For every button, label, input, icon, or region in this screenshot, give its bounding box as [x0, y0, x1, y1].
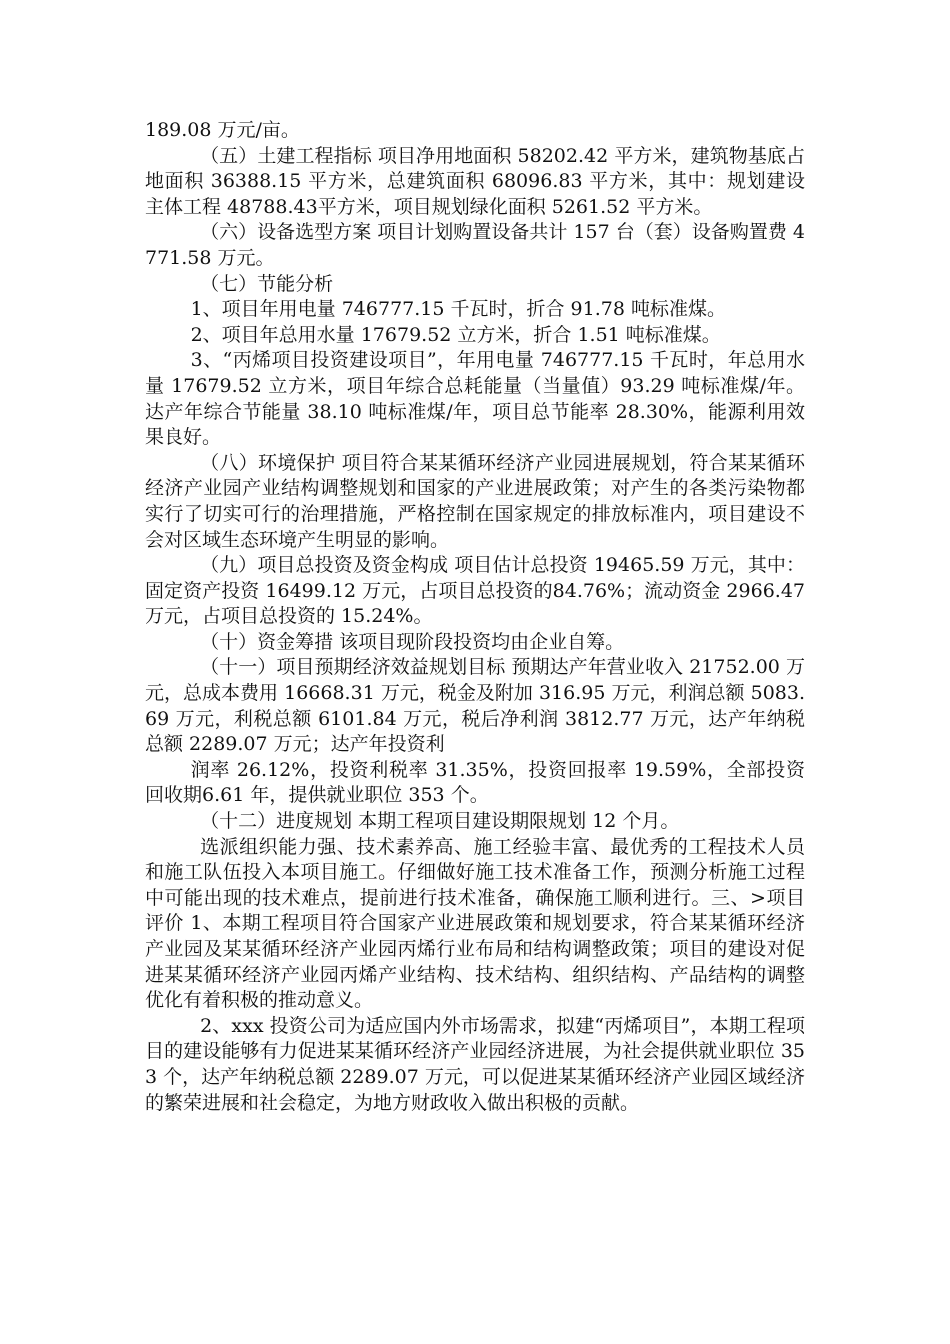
document-body	[145, 118, 805, 1116]
paragraph-energy-heading: （七）节能分析	[200, 272, 334, 295]
paragraph-water-use: 2、项目年总用水量 17679.52 立方米，折合 1.51 吨标准煤。	[190, 323, 721, 346]
paragraph-schedule: （十二）进度规划 本期工程项目建设期限规划 12 个月。	[200, 810, 680, 833]
paragraph-economic-targets: （十一）项目预期经济效益规划目标 预期达产年营业收入 21752.00 万元，总成本费用 16668.31 万元，税金及附加 316.95 万元，利润总额 5083.69 万元，利税总额 6101.84 万元，税后净利润 3812.77 万元，达产年纳税总额 2289.07 万元；达产年投资利	[145, 656, 805, 756]
paragraph-social-benefits: 2、xxx 投资公司为适应国内外市场需求，拟建“丙烯项目”，本期工程项目的建设能够有力促进某某循环经济产业园经济进展，为社会提供就业职位 353 个，达产年纳税总额 2289.07 万元，可以促进某某循环经济产业园区域经济的繁荣进展和社会稳定，为地方财政收入做出积极的贡献。	[145, 1014, 805, 1114]
paragraph-electricity-use: 1、项目年用电量 746777.15 千瓦时，折合 91.78 吨标准煤。	[190, 298, 726, 321]
paragraph-environment: （八）环境保护 项目符合某某循环经济产业园进展规划，符合某某循环经济产业园产业结构调整规划和国家的产业进展政策；对产生的各类污染物都实行了切实可行的治理措施，严格控制在国家规定的排放标准内，项目建设不会对区域生态环境产生明显的影响。	[145, 451, 805, 551]
paragraph-investment: （九）项目总投资及资金构成 项目估计总投资 19465.59 万元，其中：固定资产投资 16499.12 万元，占项目总投资的84.76%；流动资金 2966.47 万元，占项目总投资的 15.24%。	[145, 554, 805, 628]
paragraph-construction-team: 选派组织能力强、技术素养高、施工经验丰富、最优秀的工程技术人员和施工队伍投入本项目施工。仔细做好施工技术准备工作，预测分析施工过程中可能出现的技术难点，提前进行技术准备，确保施工顺利进行。三、>项目评价 1、本期工程项目符合国家产业进展政策和规划要求，符合某某循环经济产业园及某某循环经济产业园丙烯行业布局和结构调整政策；项目的建设对促进某某循环经济产业园丙烯产业结构、技术结构、组织结构、产品结构的调整优化有着积极的推动意义。	[145, 835, 805, 1012]
paragraph-construction-indicators: （五）土建工程指标 项目净用地面积 58202.42 平方米，建筑物基底占地面积 36388.15 平方米，总建筑面积 68096.83 平方米，其中：规划建设主体工程 48788.43平方米，项目规划绿化面积 5261.52 平方米。	[145, 144, 805, 218]
paragraph-equipment-plan: （六）设备选型方案 项目计划购置设备共计 157 台（套）设备购置费 4771.58 万元。	[145, 221, 805, 269]
paragraph-area-per-mu: 189.08 万元/亩。	[145, 119, 300, 141]
paragraph-funding: （十）资金筹措 该项目现阶段投资均由企业自筹。	[200, 630, 625, 653]
paragraph-return-rates: 润率 26.12%，投资利税率 31.35%，投资回报率 19.59%，全部投资回收期6.61 年，提供就业职位 353 个。	[145, 758, 805, 807]
paragraph-energy-summary: 3、“丙烯项目投资建设项目”，年用电量 746777.15 千瓦时，年总用水量 17679.52 立方米，项目年综合总耗能量（当量值）93.29 吨标准煤/年。达产年综合节能量 38.10 吨标准煤/年，项目总节能率 28.30%，能源利用效果良好。	[145, 349, 805, 449]
